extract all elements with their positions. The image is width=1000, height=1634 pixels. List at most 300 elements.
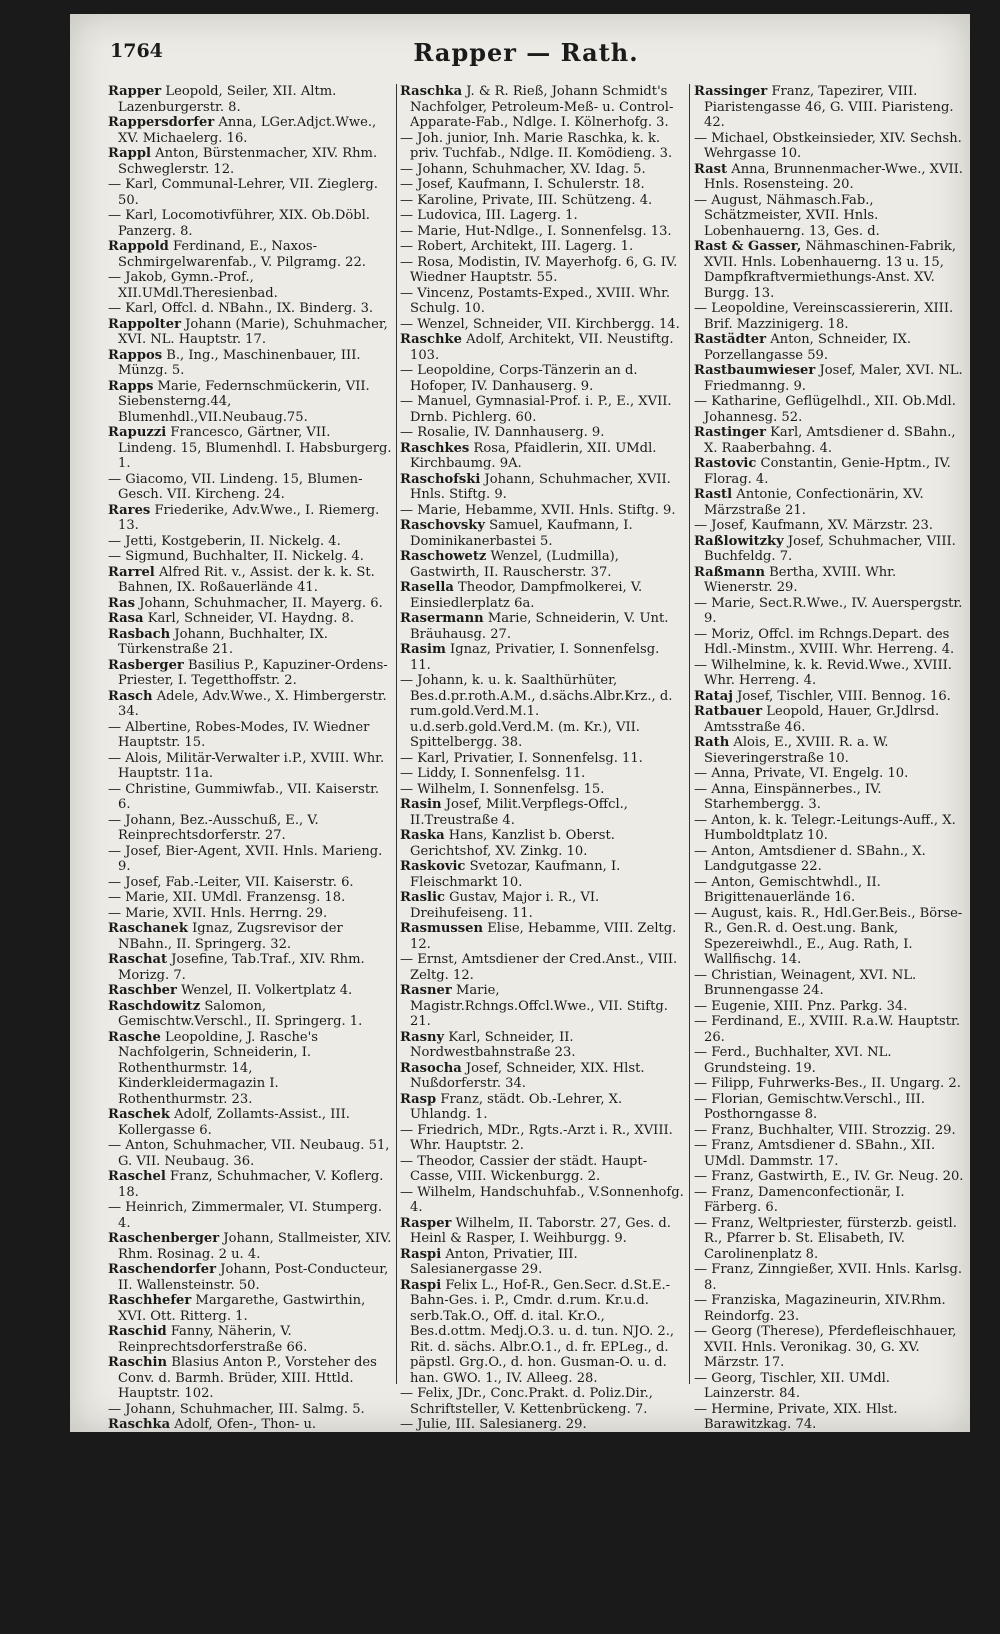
- entry-surname: Raschkes: [400, 440, 470, 456]
- entry-details: — Wenzel, Schneider, VII. Kirchbergg. 14.: [400, 316, 680, 332]
- directory-entry: [694, 193, 964, 240]
- entry-details: — Franziska, Magazineurin, XIV.Rhm. Reindorfg. 23.: [694, 1293, 946, 1324]
- entry-surname: Rastbaumwieser: [694, 363, 816, 378]
- directory-entry: [108, 782, 392, 813]
- directory-entry: [694, 1402, 964, 1433]
- entry-surname: Rappersdorfer: [108, 115, 215, 130]
- entry-details: Josef, Schuhmacher, VIII. Buchfeldg. 7.: [704, 533, 956, 564]
- entry-details: — Josef, Fab.-Leiter, VII. Kaiserstr. 6.: [108, 874, 354, 890]
- directory-entry: [108, 565, 392, 596]
- directory-entry: [400, 1092, 684, 1123]
- directory-entry: [108, 549, 392, 565]
- entry-details: — Josef, Bier-Agent, XVII. Hnls. Marieng. 9.: [108, 843, 383, 874]
- entry-details: Hans, Kanzlist b. Oberst. Gerichtshof, XV. Zinkg. 10.: [410, 828, 615, 859]
- directory-entry: [108, 1324, 392, 1355]
- directory-entry: [400, 84, 684, 131]
- entry-details: — Rosa, Modistin, IV. Mayerhofg. 6, G. IV. Wiedner Hauptstr. 55.: [400, 254, 678, 285]
- entry-surname: Raschka: [108, 1417, 171, 1432]
- entry-details: — Leopoldine, Vereinscassiererin, XIII. Brif. Mazzinigerg. 18.: [694, 301, 954, 332]
- entry-surname: Rataj: [694, 688, 733, 704]
- directory-entry: [694, 565, 964, 596]
- directory-entry: [108, 844, 392, 875]
- entry-details: Gustav, Major i. R., VI. Dreihufeiseng. 11.: [410, 890, 600, 921]
- directory-entry: [108, 208, 392, 239]
- directory-entry: [694, 1293, 964, 1324]
- entry-details: — Julie, III. Salesianerg. 29.: [400, 1417, 587, 1432]
- entry-details: Theodor, Dampfmolkerei, V. Einsiedlerplatz 6a.: [410, 580, 643, 611]
- entry-surname: Rath: [694, 735, 730, 750]
- entry-details: — Johann, k. u. k. Saalthürhüter, Bes.d.pr.roth.A.M., d.sächs.Albr.Krz., d. rum.gold.Verd.M.1. u.d.serb.gold.Verd.M. (m. Kr.), VII. Spittelbergg. 38.: [400, 673, 673, 750]
- entry-details: — Hermine, Private, XIX. Hlst. Barawitzkag. 74.: [694, 1401, 898, 1432]
- entry-details: — Emil, recte Mendl, Buchhalter, VIII. Laudong. 43.: [108, 1556, 363, 1587]
- directory-entry: [400, 1479, 684, 1510]
- entry-details: — Johann, Bez.-Ausschuß, E., V. Reinprechtsdorferstr. 27.: [108, 812, 319, 843]
- entry-details: — Franz, Weltpriester, fürsterzb. geistl. R., Pfarrer b. St. Elisabeth, IV. Carolinenplatz 8.: [694, 1215, 957, 1262]
- entry-surname: Rast: [694, 161, 728, 177]
- directory-entry: [108, 1588, 392, 1604]
- entry-surname: Raska: [400, 828, 445, 843]
- entry-details: — Vincenz, Postamts-Exped., XVIII. Whr. Schulg. 10.: [400, 285, 671, 316]
- entry-details: Adolf, Zollamts-Assist., III. Kollergasse 6.: [118, 1107, 350, 1138]
- entry-surname: Rappos: [108, 347, 163, 363]
- entry-surname: Rapper: [108, 84, 162, 99]
- entry-details: — Ferdinand, E., XVIII. R.a.W. Hauptstr. 26.: [694, 1014, 960, 1045]
- entry-details: — Sigmund, Buchhalter, II. Nickelg. 4.: [108, 549, 364, 564]
- entry-surname: Raschel: [108, 1169, 166, 1184]
- entry-details: — Christine, Gummiwfab., VII. Kaiserstr. 6.: [108, 781, 380, 812]
- directory-entry: [694, 1045, 964, 1076]
- directory-entry: [694, 1262, 964, 1293]
- directory-entry: [694, 1510, 964, 1572]
- entry-details: Franz, Tapezirer, VIII. Piaristengasse 46, G. VIII. Piaristeng. 42.: [704, 84, 954, 130]
- directory-entry: [400, 317, 684, 333]
- entry-details: — Anna, Obstverkauf, XIV. Rhm. Schönbrunnerstr. 70.: [108, 1463, 322, 1494]
- entry-details: Alois, E., XVIII. R. a. W. Sieveringerstraße 10.: [704, 735, 889, 766]
- directory-entry: [694, 332, 964, 363]
- entry-details: Franz, städt. Ob.-Lehrer, X. Uhlandg. 1.: [410, 1091, 623, 1122]
- directory-entry: [400, 255, 684, 286]
- entry-surname: Raschendorfer: [108, 1262, 217, 1277]
- entry-surname: Rappolter: [108, 316, 181, 332]
- entry-surname: Raspi: [400, 1246, 442, 1262]
- entry-surname: Raskovic: [400, 859, 466, 874]
- directory-entry: [694, 658, 964, 689]
- entry-surname: Raschowetz: [400, 549, 487, 564]
- directory-entry: [694, 766, 964, 782]
- entry-details: — Johann, Postamtsdiener, III. Gärtnerg. 10.: [694, 1572, 896, 1603]
- directory-entry: [400, 983, 684, 1030]
- entry-surname: Raschenberger: [108, 1231, 220, 1246]
- directory-entry: [694, 363, 964, 394]
- entry-surname: Raschat: [108, 952, 168, 967]
- directory-entry: [694, 1479, 964, 1495]
- entry-details: Johann, Post-Conducteur, II. Wallensteinstr. 50.: [118, 1262, 389, 1293]
- entry-details: — Marie, XVII. Hnls. Herrng. 29.: [108, 905, 328, 921]
- directory-entry: [108, 348, 392, 379]
- directory-entry: [400, 549, 684, 580]
- directory-entry: [694, 627, 964, 658]
- directory-entry: [108, 999, 392, 1030]
- entry-details: — Marie, Hebamme, XVII. Hnls. Stiftg. 9.: [400, 502, 676, 518]
- entry-details: Anton, Privatier, III. Salesianergasse 29.: [410, 1246, 578, 1277]
- entry-details: Nähmaschinen-Fabrik, XVII. Hnls. Lobenhauerng. 13 u. 15, Dampfkraftvermiethungs-Anst. XV. Burgg. 13.: [704, 239, 957, 301]
- directory-entry: [108, 270, 392, 301]
- directory-entry: [400, 472, 684, 503]
- entry-details: J. & R. Rieß, Johann Schmidt's Nachfolger, Petroleum-Meß- u. Control-Apparate-Fab., Ndlge. I. Kölnerhofg. 3.: [410, 84, 674, 130]
- page-header: [110, 36, 942, 76]
- entry-details: Adolf, Architekt, VII. Neustiftg. 103.: [410, 332, 674, 363]
- entry-details: — Anton, Amtsdiener d. SBahn., X. Landgutgasse 22.: [694, 843, 926, 874]
- entry-surname: Rasper: [400, 1215, 452, 1231]
- entry-details: — Karl, Privatier, I. Sonnenfelsg. 11.: [400, 750, 643, 766]
- directory-entry: [694, 704, 964, 735]
- entry-details: — Jakob, Kanzlist im Justiz-Minstm., 2., IV. Wiedner Hauptstr. 65.: [694, 1432, 956, 1463]
- directory-entry: [694, 239, 964, 301]
- directory-entry: [694, 1185, 964, 1216]
- directory-entry: [108, 1355, 392, 1402]
- entry-details: Josef, Maler, XVI. NL. Friedmanng. 9.: [704, 363, 963, 394]
- entry-details: Karl, Fleischselcher, XIV. Sechsh. Gemeindeg. 3.: [410, 1479, 683, 1510]
- entry-details: Basilius P., Kapuziner-Ordens-Priester, I. Tegetthoffstr. 2.: [118, 657, 388, 688]
- entry-details: Alfred Rit. v., Assist. der k. k. St. Bahnen, IX. Roßauerlände 41.: [118, 564, 375, 595]
- directory-entry: [400, 425, 684, 441]
- directory-entry: [108, 1231, 392, 1262]
- directory-entry: [400, 224, 684, 240]
- directory-entry: [108, 503, 392, 534]
- directory-entry: [694, 518, 964, 534]
- entry-details: Marie, Magistr.Rchngs.Offcl.Wwe., VII. Stiftg. 21.: [410, 983, 668, 1029]
- entry-details: — Franz, Damenconfectionär, I. Färberg. 6.: [694, 1184, 905, 1215]
- entry-details: — Franz, Zinngießer, XVII. Hnls. Karlsg. 8.: [694, 1262, 962, 1293]
- directory-entry: [694, 968, 964, 999]
- entry-surname: Raschovsky: [400, 518, 485, 533]
- entry-surname: Rastädter: [694, 332, 767, 347]
- entry-surname: Raßlowitzky: [694, 533, 784, 549]
- entry-details: Johann, Stallmeister, XIV. Rhm. Rosinag. 2 u. 4.: [118, 1231, 392, 1262]
- entry-details: — Ferd., Buchhalter, XVI. NL. Grundsteing. 19.: [694, 1045, 892, 1076]
- directory-entry: [108, 1138, 392, 1169]
- directory-entry: [108, 1030, 392, 1108]
- directory-entry: [694, 1138, 964, 1169]
- entry-surname: Raschke: [400, 332, 462, 347]
- entry-details: Blasius Anton P., Vorsteher des Conv. d. Barmh. Brüder, XIII. Httld. Hauptstr. 102.: [118, 1355, 377, 1401]
- directory-entry: [694, 1464, 964, 1480]
- directory-entry: [400, 162, 684, 178]
- entry-details: Johann, Buchhalter, IX. Türkenstraße 21.: [118, 626, 328, 657]
- entry-details: — Marie, Hut-Ndlge., I. Sonnenfelsg. 13.: [400, 223, 672, 239]
- entry-details: — Albertine, Robes-Modes, IV. Wiedner Hauptstr. 15.: [108, 719, 370, 750]
- directory-entry: [400, 394, 684, 425]
- entry-details: — Josef, Kaufmann, I. Schulerstr. 18.: [400, 177, 645, 192]
- entry-details: Johann (Marie), Schuhmacher, XVI. NL. Hauptstr. 17.: [118, 316, 388, 347]
- directory-entry: [694, 906, 964, 968]
- directory-entry: [108, 472, 392, 503]
- directory-entry: [108, 1200, 392, 1231]
- directory-entry: [108, 720, 392, 751]
- directory-entry: [400, 1386, 684, 1417]
- entry-details: B., Ing., Maschinenbauer, III. Münzg. 5.: [118, 347, 361, 378]
- entry-details: — Florian, Gemischtw.Verschl., III. Posthorngasse 8.: [694, 1091, 925, 1122]
- directory-entry: [694, 999, 964, 1015]
- directory-entry: [108, 658, 392, 689]
- column-divider: [396, 84, 397, 1384]
- entry-details: — Friedrich, MDr., Rgts.-Arzt i. R., XVIII. Whr. Hauptstr. 2.: [400, 1122, 673, 1153]
- entry-surname: Rassa: [400, 1463, 443, 1479]
- directory-entry: [694, 1324, 964, 1371]
- directory-entry: [108, 611, 392, 627]
- entry-details: — Katharine, Geflügelhdl., XII. Ob.Mdl. Johannesg. 52.: [694, 394, 956, 425]
- entry-details: — Michael, Obstkeinsieder, XIV. Sechsh. Wehrgasse 10.: [694, 130, 962, 161]
- directory-entry: [694, 487, 964, 518]
- entry-details: Johann, Schuhmacher, II. Mayerg. 6.: [139, 595, 383, 611]
- entry-surname: Rasmussen: [400, 921, 484, 936]
- entry-details: — Ludovica, III. Lagerg. 1.: [400, 208, 578, 223]
- entry-surname: Raslic: [400, 890, 445, 905]
- directory-entry: [400, 642, 684, 673]
- directory-entry: [400, 1216, 684, 1247]
- entry-details: — Anton, Schuhmacher, VII. Neubaug. 51, G. VII. Neubaug. 36.: [108, 1138, 390, 1169]
- entry-details: — Karl, Offcl. d. NBahn., IX. Binderg. 3.: [108, 301, 374, 316]
- entry-details: Fanny, Stickerin, XV. Blütheng. 11.: [447, 1463, 678, 1479]
- entry-details: — August, kais. R., Hdl.Ger.Beis., Börse-R., Gen.R. d. Oest.ung. Bank, Spezereiwhdl., E., Aug. Rath, I. Wallfischg. 14.: [694, 905, 963, 967]
- entry-details: — Franz, Buchhalter, VIII. Strozzig. 29.: [694, 1122, 956, 1138]
- directory-entry: [108, 1464, 392, 1495]
- entry-details: Wenzel, (Ludmilla), Gastwirth, II. Rauscherstr. 37.: [410, 549, 619, 580]
- page-number: 1764: [110, 40, 163, 62]
- column-divider: [689, 84, 690, 1384]
- entry-surname: Rasberger: [108, 657, 184, 673]
- entry-details: — Anna, Einspännerbes., IV. Starhembergg. 3.: [694, 781, 882, 812]
- directory-entry: [400, 332, 684, 363]
- entry-surname: Rapuzzi: [108, 425, 167, 440]
- directory-entry: [400, 1030, 684, 1061]
- directory-entry: [108, 751, 392, 782]
- directory-entry: [694, 162, 964, 193]
- directory-entry: [108, 239, 392, 270]
- entry-surname: Rappold: [108, 239, 169, 254]
- directory-entry: [108, 921, 392, 952]
- directory-entry: [694, 1433, 964, 1464]
- entry-surname: Raschin: [108, 1355, 168, 1370]
- entry-details: Marie, Schneiderin, V. Unt. Bräuhausg. 27.: [410, 611, 669, 642]
- column-right: [694, 84, 964, 1634]
- entry-surname: Raschek: [108, 1107, 170, 1122]
- directory-page: [70, 14, 970, 1634]
- entry-surname: Rasella: [400, 580, 454, 595]
- entry-surname: Rapps: [108, 378, 154, 394]
- entry-surname: Rasch: [108, 688, 153, 704]
- directory-entry: [400, 1154, 684, 1185]
- entry-details: Bertha, XVIII. Whr. Wienerstr. 29.: [704, 564, 897, 595]
- directory-entry: [108, 596, 392, 612]
- entry-surname: Rasim: [400, 642, 446, 657]
- entry-details: Josef, Milit.Verpflegs-Offcl., II.Treustraße 4.: [410, 797, 628, 828]
- entry-details: Franz, Schuhmacher, V. Koflerg. 18.: [118, 1169, 384, 1200]
- page-title: Rapper — Rath.: [413, 38, 639, 67]
- directory-entry: [694, 1495, 964, 1511]
- entry-details: — Jetti, Kostgeberin, II. Nickelg. 4.: [108, 533, 341, 549]
- entry-details: — Hans, ak. Maler, II. Komödieng. 3.: [108, 1587, 353, 1603]
- entry-details: — Rosalie, IV. Dannhauserg. 9.: [400, 425, 605, 440]
- entry-details: — Filipp, Fuhrwerks-Bes., II. Ungarg. 2.: [694, 1076, 961, 1091]
- directory-entry: [400, 921, 684, 952]
- entry-details: — Karoline, Private, III. Schützeng. 4.: [400, 192, 653, 208]
- directory-entry: [694, 1092, 964, 1123]
- entry-details: Karl, Amtsdiener d. SBahn., X. Raaberbahng. 4.: [704, 425, 956, 456]
- directory-entry: [108, 1495, 392, 1526]
- entry-surname: Raschber: [108, 983, 177, 998]
- entry-details: Antonie, Confectionärin, XV. Märzstraße 21.: [704, 487, 924, 518]
- directory-entry: [108, 906, 392, 922]
- directory-entry: [400, 751, 684, 767]
- directory-entry: [400, 1417, 684, 1433]
- entry-surname: Rassam: [400, 1479, 457, 1494]
- entry-details: — Johann, Fragner, V. Johannag. 3.: [694, 1494, 926, 1510]
- entry-surname: Rastinger: [694, 425, 766, 440]
- entry-details: — Wilhelm, Handschuhfab., V.Sonnenhofg. 4.: [400, 1184, 684, 1215]
- directory-entry: [108, 425, 392, 472]
- entry-details: — Franz, Amtsdiener d. SBahn., XII. UMdl. Dammstr. 17.: [694, 1138, 936, 1169]
- entry-details: — Manuel, Gymnasial-Prof. i. P., E., XVII. Drnb. Pichlerg. 60.: [400, 394, 672, 425]
- directory-entry: [400, 441, 684, 472]
- entry-details: — Anton, Fragner, VI. Gumpendorferstr. 136.: [108, 1494, 376, 1525]
- directory-entry: [108, 1293, 392, 1324]
- directory-entry: [400, 131, 684, 162]
- entry-details: — Leopoldine, Corps-Tänzerin an d. Hofoper, IV. Danhauserg. 9.: [400, 363, 638, 394]
- entry-details: Constantin, Genie-Hptm., IV. Florag. 4.: [704, 456, 951, 487]
- directory-entry: [400, 766, 684, 782]
- entry-surname: Rasche: [108, 1029, 161, 1045]
- entry-surname: Ratbauer: [694, 704, 763, 719]
- entry-details: Leopoldine, J. Rasche's Nachfolgerin, Schneiderin, I. Rothenthurmstr. 14, Kinderkleidermagazin I. Rothenthurmstr. 23.: [118, 1029, 318, 1107]
- directory-entry: [694, 1216, 964, 1263]
- directory-entry: [400, 797, 684, 828]
- entry-surname: Rappl: [108, 146, 151, 161]
- entry-surname: Raschid: [108, 1324, 167, 1339]
- directory-entry: [108, 1402, 392, 1418]
- directory-entry: [694, 1076, 964, 1092]
- entry-details: — Robert, Architekt, III. Lagerg. 1.: [400, 239, 634, 254]
- entry-details: Ignaz, Zugsrevisor der NBahn., II. Springerg. 32.: [118, 921, 343, 952]
- directory-entry: [108, 115, 392, 146]
- entry-surname: Raßmann: [694, 564, 765, 580]
- directory-entry: [694, 1169, 964, 1185]
- directory-entry: [400, 1464, 684, 1480]
- entry-details: Fanny, Näherin, V. Reinprechtsdorferstraße 66.: [118, 1324, 308, 1355]
- entry-surname: Rastovic: [694, 456, 757, 471]
- directory-entry: [108, 146, 392, 177]
- entry-surname: Rasner: [400, 983, 452, 998]
- directory-entry: [400, 611, 684, 642]
- directory-entry: [694, 84, 964, 131]
- directory-entry: [400, 239, 684, 255]
- entry-details: Anton, Schneider, IX. Porzellangasse 59.: [704, 332, 912, 363]
- directory-entry: [400, 952, 684, 983]
- entry-details: — Anton, Gemischtwhdl., II. Brigittenauerlände 16.: [694, 874, 881, 905]
- directory-entry: [108, 1557, 392, 1588]
- entry-surname: Raschdowitz: [108, 998, 201, 1014]
- entry-details: Ferdinand, E., Naxos-Schmirgelwarenfab., V. Pilgramg. 22.: [118, 239, 366, 270]
- entry-details: — Marie, XII. UMdl. Franzensg. 18.: [108, 890, 346, 905]
- directory-entry: [400, 363, 684, 394]
- entry-surname: Raspi: [400, 1277, 442, 1293]
- entry-details: — Anna, Private, VI. Engelg. 10.: [694, 766, 909, 781]
- directory-entry: [694, 1014, 964, 1045]
- entry-details: Anna, LGer.Adjct.Wwe., XV. Michaelerg. 16.: [118, 115, 377, 146]
- directory-entry: [694, 1371, 964, 1402]
- directory-entry: [108, 317, 392, 348]
- entry-details: — Jakob, E., Jedlesee Feldg. 113.: [694, 1479, 914, 1494]
- directory-entry: [400, 208, 684, 224]
- entry-details: Svetozar, Kaufmann, I. Fleischmarkt 10.: [410, 859, 621, 890]
- entry-details: — Edmund, Volksschullehrer, III. Marxerg. 38.: [108, 1525, 327, 1556]
- entry-surname: Rasny: [400, 1029, 445, 1045]
- directory-entry: [694, 425, 964, 456]
- directory-entry: [108, 301, 392, 317]
- entry-details: — Felix, JDr., Conc.Prakt. d. Poliz.Dir., Schriftsteller, V. Kettenbrückeng. 7.: [400, 1386, 653, 1417]
- entry-details: Anton, Bürstenmacher, XIV. Rhm. Schweglerstr. 12.: [118, 146, 378, 177]
- directory-entry: [694, 735, 964, 766]
- entry-surname: Ras: [108, 595, 136, 611]
- entry-details: Felix L., Hof-R., Gen.Secr. d.St.E.-Bahn-Ges. i. P., Cmdr. d.rum. Kr.u.d. serb.Tak.O., Off. d. ital. Kr.O., Bes.d.ottm. Medj.O.3. u. d. tun. NJO. 2., Rit. d. sächs. Albr.O.1., d. fr. EPLeg., d. päpstl. Grg.O., d. hon. Gusman-O. u. d. han. GWO. 1., IV. Alleeg. 28.: [410, 1277, 675, 1386]
- directory-entry: [108, 177, 392, 208]
- directory-entry: [400, 1061, 684, 1092]
- entry-details: — Marie, Sect.R.Wwe., IV. Auerspergstr. 9.: [694, 595, 963, 626]
- entry-details: Friederike, Adv.Wwe., I. Riemerg. 13.: [118, 502, 380, 533]
- entry-details: Karl, Schneider, VI. Haydng. 8.: [147, 611, 355, 626]
- directory-entry: [108, 534, 392, 550]
- directory-entry: [400, 1123, 684, 1154]
- entry-details: Johann, Schuhmacher, XVII. Hnls. Stiftg. 9.: [410, 471, 671, 502]
- directory-entry: [108, 1169, 392, 1200]
- entry-surname: Rasbach: [108, 626, 171, 642]
- entry-details: Wilhelm, II. Taborstr. 27, Ges. d. Heinl & Rasper, I. Weihburgg. 9.: [410, 1215, 671, 1246]
- directory-entry: [694, 1123, 964, 1139]
- directory-entry: [400, 177, 684, 193]
- directory-entry: [108, 983, 392, 999]
- entry-details: — Wilhelm, I. Sonnenfelsg. 15.: [400, 781, 605, 797]
- entry-details: — Eugenie, XIII. Pnz. Parkg. 34.: [694, 998, 908, 1014]
- entry-surname: Rasocha: [400, 1060, 462, 1076]
- entry-details: — Joh. junior, Inh. Marie Raschka, k. k. priv. Tuchfab., Ndlge. II. Komödieng. 3.: [400, 130, 673, 161]
- entry-surname: Rassinger: [694, 84, 768, 99]
- entry-details: Samuel, Kaufmann, I. Dominikanerbastei 5.: [410, 518, 633, 549]
- directory-entry: [400, 580, 684, 611]
- directory-entry: [400, 828, 684, 859]
- directory-entry: [400, 1185, 684, 1216]
- entry-surname: Rasa: [108, 611, 144, 626]
- entry-details: Josefine, Tab.Traf., XIV. Rhm. Morizg. 7.: [118, 952, 365, 983]
- entry-surname: Rasp: [400, 1091, 437, 1107]
- entry-surname: Rasermann: [400, 611, 484, 626]
- entry-details: — Karl, Locomotivführer, XIX. Ob.Döbl. Panzerg. 8.: [108, 208, 370, 239]
- directory-entry: [400, 1278, 684, 1387]
- directory-entry: [400, 1433, 684, 1464]
- entry-details: Leopold, Seiler, XII. Altm. Lazenburgerstr. 8.: [118, 84, 337, 115]
- entry-details: — Giacomo, VII. Lindeng. 15, Blumen-Gesch. VII. Kircheng. 24.: [108, 471, 363, 502]
- directory-entry: [108, 84, 392, 115]
- entry-details: — Johann, Schuhmacher, XV. Idag. 5.: [400, 161, 646, 177]
- entry-details: Ignaz, Privatier, I. Sonnenfelsg. 11.: [410, 642, 660, 673]
- directory-entry: [694, 1572, 964, 1603]
- directory-entry: [108, 627, 392, 658]
- directory-entry: [400, 286, 684, 317]
- entry-details: Leopold, Hauer, Gr.Jdlrsd. Amtsstraße 46.: [704, 704, 940, 735]
- entry-surname: Raschka: [400, 84, 463, 99]
- directory-entry: [694, 782, 964, 813]
- entry-details: Margarethe, Gastwirthin, XVI. Ott. Ritterg. 1.: [118, 1293, 366, 1324]
- directory-entry: [694, 844, 964, 875]
